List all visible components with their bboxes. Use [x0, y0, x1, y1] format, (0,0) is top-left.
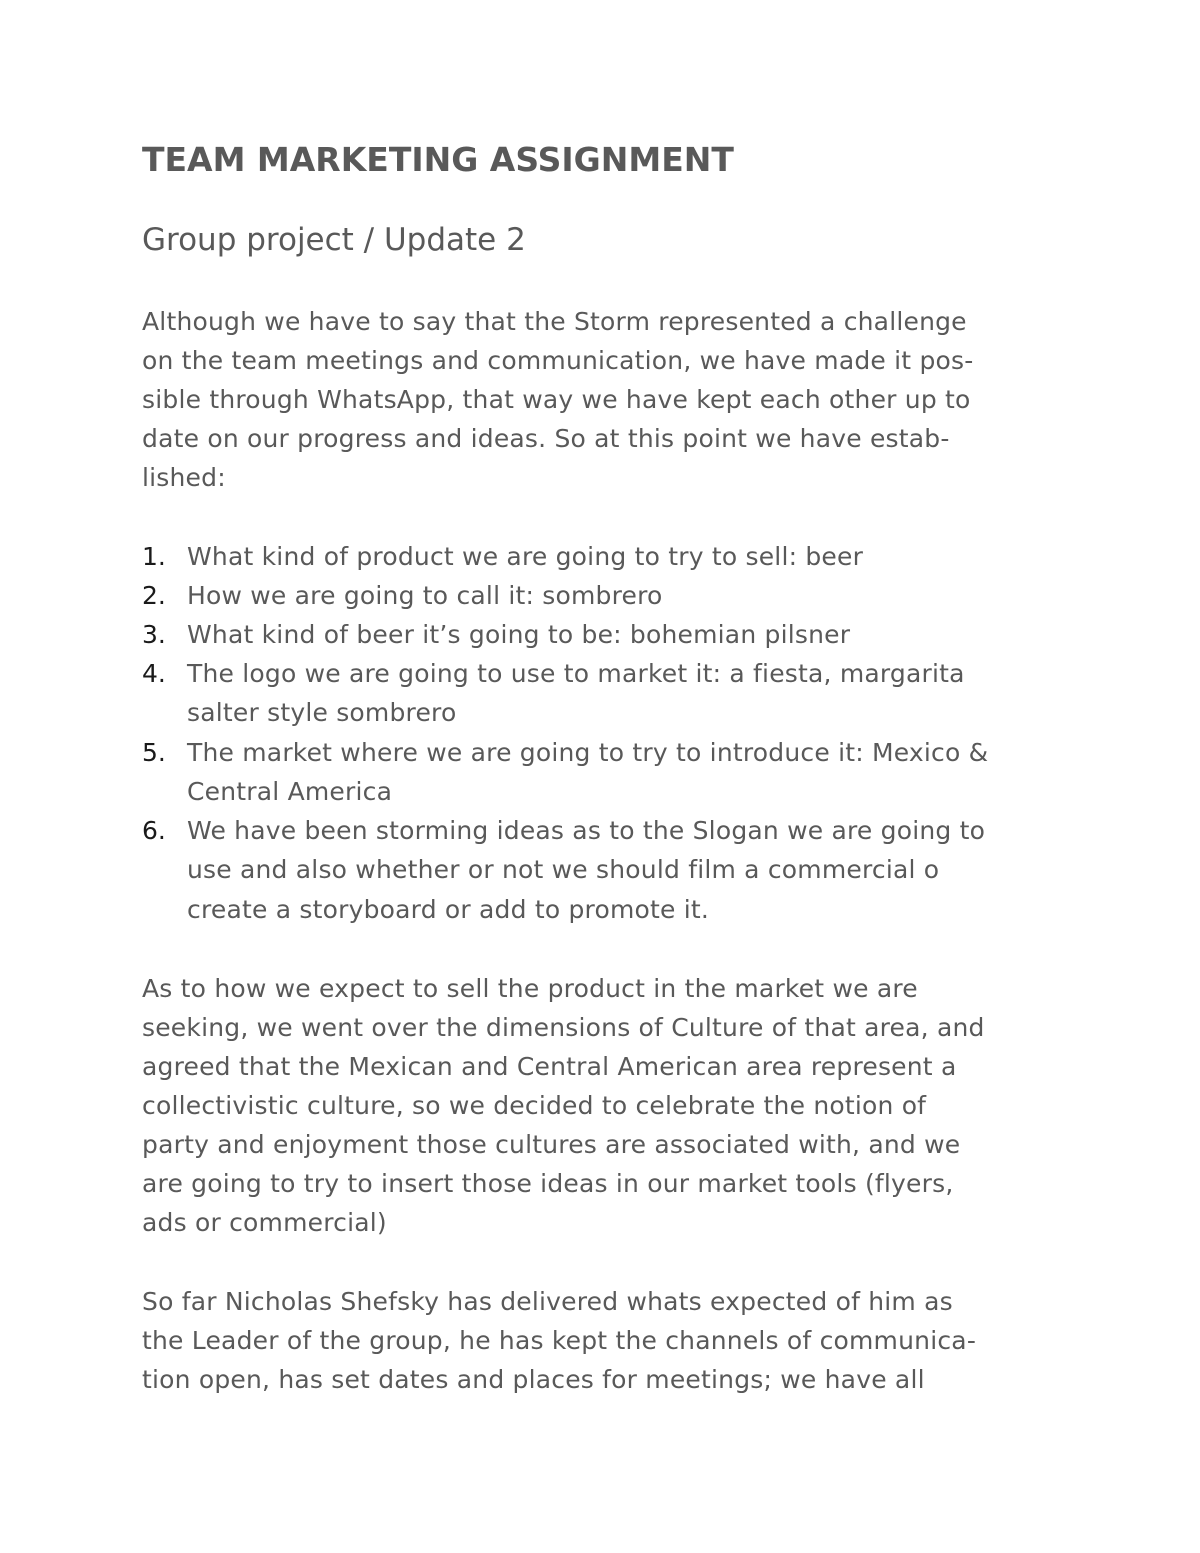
paragraph-line: tion open, has set dates and places for meetings; we have all [142, 1365, 925, 1394]
list-item-number: 2. [142, 581, 166, 610]
paragraph-line: sible through WhatsApp, that way we have kept each other up to [142, 385, 971, 414]
list-item-text: The market where we are going to try to introduce it: Mexico & [187, 738, 989, 767]
list-item-text: use and also whether or not we should film a commercial o [187, 855, 940, 884]
list-item-number: 1. [142, 542, 166, 571]
paragraph-line: lished: [142, 463, 226, 492]
list-item-text: How we are going to call it: sombrero [187, 581, 663, 610]
paragraph-line: ads or commercial) [142, 1208, 387, 1237]
paragraph-line: date on our progress and ideas. So at this point we have estab- [142, 424, 950, 453]
paragraph-line: As to how we expect to sell the product in the market we are [142, 974, 918, 1003]
list-item-text: What kind of beer it’s going to be: bohemian pilsner [187, 620, 851, 649]
paragraph-line: So far Nicholas Shefsky has delivered whats expected of him as [142, 1287, 953, 1316]
list-item-number: 6. [142, 816, 166, 845]
paragraph-line: party and enjoyment those cultures are associated with, and we [142, 1130, 961, 1159]
paragraph-line: collectivistic culture, so we decided to celebrate the notion of [142, 1091, 927, 1120]
list-item-number: 5. [142, 738, 166, 767]
paragraph-line: on the team meetings and communication, we have made it pos- [142, 346, 974, 375]
list-item-text: The logo we are going to use to market it: a fiesta, margarita [187, 659, 965, 688]
document-subtitle: Group project / Update 2 [142, 222, 526, 258]
paragraph-line: seeking, we went over the dimensions of Culture of that area, and [142, 1013, 985, 1042]
list-item-text: What kind of product we are going to try to sell: beer [187, 542, 864, 571]
paragraph-line: agreed that the Mexican and Central American area represent a [142, 1052, 957, 1081]
list-item-text: Central America [187, 777, 393, 806]
paragraph-line: Although we have to say that the Storm represented a challenge [142, 307, 967, 336]
list-item-number: 4. [142, 659, 166, 688]
list-item-text: salter style sombrero [187, 698, 457, 727]
list-item-text: We have been storming ideas as to the Slogan we are going to [187, 816, 986, 845]
paragraph-line: are going to try to insert those ideas in our market tools (flyers, [142, 1169, 954, 1198]
list-item-text: create a storyboard or add to promote it. [187, 895, 710, 924]
list-item-number: 3. [142, 620, 166, 649]
document-title: TEAM MARKETING ASSIGNMENT [142, 140, 734, 179]
paragraph-line: the Leader of the group, he has kept the channels of communica- [142, 1326, 977, 1355]
